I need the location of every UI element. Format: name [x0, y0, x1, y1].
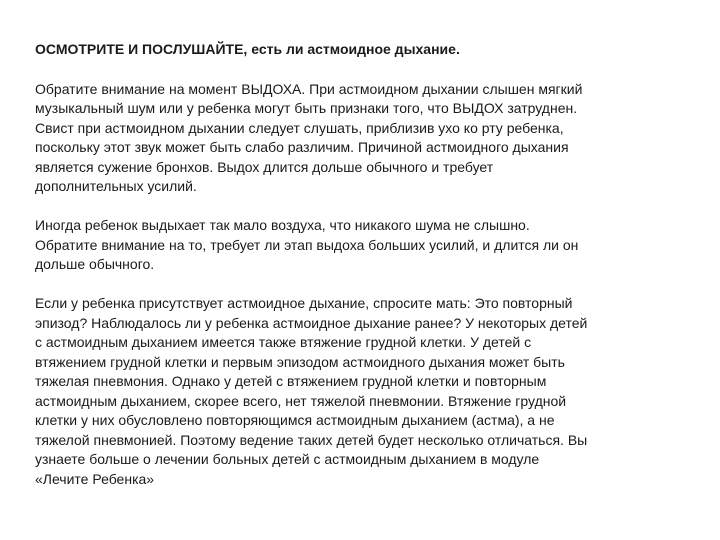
- page-heading: [35, 40, 678, 60]
- paragraph-expiration: Обратите внимание на момент ВЫДОХА. При астмоидном дыхании слышен мягкий музыкальный шум или у ребенка могут быть признаки того, что ВЫДОХ затруднен. Свист при астмоидном дыхании следует слушать, приблизив ухо ко рту ребенка, поскольку этот звук может быть слабо различим. Причиной астмоидного дыхания является сужение бронхов. Выдох длится дольше обычного и требует дополнительных усилий.: [35, 80, 583, 194]
- heading-bold-part: ОСМОТРИТЕ И ПОСЛУШАЙТЕ,: [35, 41, 248, 57]
- paragraph-ask-mother: Если у ребенка присутствует астмоидное дыхание, спросите мать: Это повторный эпизод? Наблюдалось ли у ребенка астмоидное дыхание ранее? У некоторых детей с астмоидным дыханием имеется также втяжение грудной клетки. У детей с втяжением грудной клетки и первым эпизодом астмоидного дыхания может быть тяжелая пневмония. Однако у детей с втяжением грудной клетки и повторным астмоидным дыханием, скорее всего, нет тяжелой пневмонии. Втяжение грудной клетки у них обусловлено повторяющимся астмоидным дыханием (астма), а не тяжелой пневмонией. Поэтому ведение таких детей будет несколько отличаться. Вы узнаете больше о лечении больных детей с астмоидным дыханием в модуле «Лечите Ребенка»: [35, 295, 588, 487]
- paragraph-little-air: Иногда ребенок выдыхает так мало воздуха, что никакого шума не слышно. Обратите внимание на то, требует ли этап выдоха больших усилий, и длится ли он дольше обычного.: [35, 217, 579, 272]
- heading-rest-part: есть ли астмоидное дыхание.: [247, 41, 460, 57]
